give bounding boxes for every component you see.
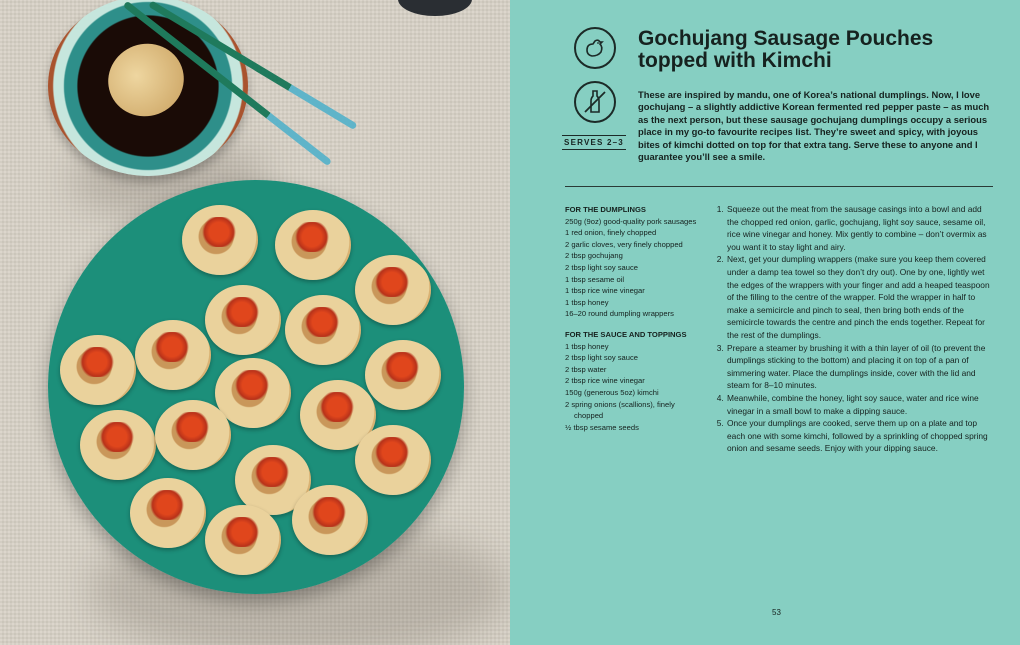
method-step: 3. Prepare a steamer by brushing it with a thin layer of oil (to prevent the dumplings sticking to the bottom) and placing it on top of a pan of simmering water. Place the dumplings inside, cover with the lid and steam for 8–10 minutes. (726, 342, 992, 392)
chicken-icon (574, 27, 616, 69)
method-step: 4. Meanwhile, combine the honey, light soy sauce, water and rice wine vinegar in a small bowl to make a dipping sauce. (726, 392, 992, 417)
ingredient-item: 1 red onion, finely chopped (565, 228, 657, 238)
dumpling (135, 320, 211, 390)
ingredient-item: 250g (9oz) good-quality pork sausages (565, 216, 697, 226)
recipe-title: Gochujang Sausage Pouches topped with Kimchi (638, 27, 934, 72)
ingredient-item: 2 spring onions (scallions), finely chopped (565, 399, 675, 421)
dumpling (155, 400, 231, 470)
ingredient-item: 2 tbsp light soy sauce (565, 353, 639, 363)
dumpling (182, 205, 258, 275)
ingredients-list-sauce (565, 341, 705, 434)
ingredients-heading-dumplings: FOR THE DUMPLINGS (565, 205, 646, 214)
page-number: 53 (772, 608, 781, 617)
dumpling (205, 285, 281, 355)
dumpling (130, 478, 206, 548)
dumpling (205, 505, 281, 575)
ingredient-item: 1 tbsp sesame oil (565, 274, 625, 284)
ingredient-item: ½ tbsp sesame seeds (565, 422, 639, 432)
ingredients-column (565, 204, 705, 442)
dumpling (80, 410, 156, 480)
dumpling (365, 340, 441, 410)
ingredient-item: 1 tbsp honey (565, 297, 609, 307)
dumpling (355, 255, 431, 325)
ingredients-list-dumplings (565, 216, 705, 320)
section-divider (565, 186, 993, 187)
ingredient-item: 2 tbsp rice wine vinegar (565, 376, 645, 386)
method-steps (710, 203, 992, 455)
ingredients-heading-sauce: FOR THE SAUCE AND TOPPINGS (565, 329, 687, 339)
method-step: 1. Squeeze out the meat from the sausage casings into a bowl and add the chopped red onion, garlic, gochujang, light soy sauce, sesame oil, rice wine vinegar and honey. Mix gently to combine – don’t overmix as you want it to stay light and airy. (726, 203, 992, 253)
no-alcohol-icon (574, 81, 616, 123)
dumpling (292, 485, 368, 555)
ingredient-item: 16–20 round dumpling wrappers (565, 309, 674, 319)
ingredient-item: 2 tbsp gochujang (565, 251, 623, 261)
ingredient-item: 2 tbsp water (565, 364, 607, 374)
dumpling (285, 295, 361, 365)
dumpling (60, 335, 136, 405)
recipe-page (510, 0, 1020, 645)
recipe-intro: These are inspired by mandu, one of Korea’s national dumplings. Now, I love gochujang – a slightly addictive Korean fermented red pepper paste – as much as the next person, but these sausage gochujang dumplings occupy a serious place in my go-to favourite recipes list. They’re sweet and spicy, with joyous bites of kimchi dotted on top for that extra tang. Serve these to anyone and I guarantee you’ll see a smile. (638, 89, 990, 163)
ingredient-item: 150g (generous 5oz) kimchi (565, 387, 659, 397)
ingredient-item: 2 garlic cloves, very finely chopped (565, 239, 683, 249)
dumpling (275, 210, 351, 280)
bottle-cap (398, 0, 472, 16)
ingredient-item: 2 tbsp light soy sauce (565, 262, 639, 272)
method-step: 2. Next, get your dumpling wrappers (make sure you keep them covered under a damp tea towel so they don’t dry out). One by one, lightly wet the edges of the wrappers with your finger and add a heaped teaspoon of the filling to the centre of the wrapper. Fold the wrapper in half to make a semicircle and pinch to seal, then bring both ends of the semicircle towards the centre and pinch the ends together. Repeat for the rest of the dumplings. (726, 253, 992, 341)
method-column (710, 203, 992, 455)
ingredient-item: 1 tbsp honey (565, 341, 609, 351)
ingredient-item: 1 tbsp rice wine vinegar (565, 286, 645, 296)
method-step: 5. Once your dumplings are cooked, serve them up on a plate and top each one with some kimchi, followed by a sprinkling of chopped spring onion and sesame seeds. Enjoy with your dipping sauce. (726, 417, 992, 455)
serves-label: SERVES 2–3 (562, 135, 626, 150)
dumpling (355, 425, 431, 495)
